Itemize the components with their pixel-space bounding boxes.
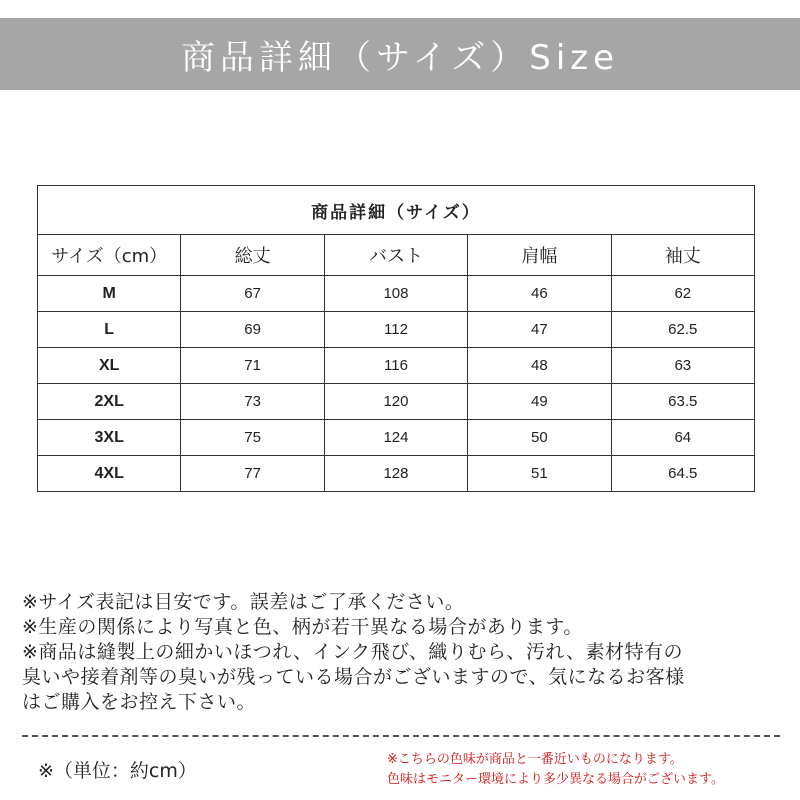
note-line: はご購入をお控え下さい。 (22, 691, 257, 713)
cell-shoulder: 51 (468, 456, 611, 492)
color-note-line: 色味はモニター環境により多少異なる場合がございます。 (387, 772, 724, 787)
dashed-divider (22, 735, 780, 737)
table-row (38, 276, 755, 312)
cell-sleeve: 64 (611, 420, 754, 456)
cell-length: 69 (181, 312, 324, 348)
cell-shoulder: 47 (468, 312, 611, 348)
cell-sleeve: 63 (611, 348, 754, 384)
table-caption-row (38, 186, 755, 235)
cell-bust: 108 (324, 276, 467, 312)
cell-length: 75 (181, 420, 324, 456)
cell-sleeve: 62 (611, 276, 754, 312)
header-shoulder: 肩幅 (468, 235, 611, 276)
note-line: ※サイズ表記は目安です。誤差はご了承ください。 (22, 591, 465, 613)
cell-bust: 116 (324, 348, 467, 384)
table-row (38, 420, 755, 456)
cell-size: 3XL (38, 420, 181, 456)
size-table (37, 185, 755, 492)
header-sleeve: 袖丈 (611, 235, 754, 276)
cell-sleeve: 62.5 (611, 312, 754, 348)
notes-block (22, 590, 792, 715)
cell-shoulder: 46 (468, 276, 611, 312)
title-banner (0, 18, 800, 90)
cell-size: L (38, 312, 181, 348)
unit-note: ※（単位：約cm） (38, 760, 197, 782)
cell-size: XL (38, 348, 181, 384)
cell-size: 4XL (38, 456, 181, 492)
color-warning-note (387, 750, 724, 790)
cell-length: 67 (181, 276, 324, 312)
cell-shoulder: 49 (468, 384, 611, 420)
banner-title: 商品詳細（サイズ）Size (180, 37, 620, 78)
cell-size: 2XL (38, 384, 181, 420)
cell-bust: 128 (324, 456, 467, 492)
table-row (38, 348, 755, 384)
cell-bust: 112 (324, 312, 467, 348)
note-line: 臭いや接着剤等の臭いが残っている場合がございますので、気になるお客様 (22, 666, 685, 688)
table-row (38, 456, 755, 492)
cell-length: 73 (181, 384, 324, 420)
table-caption: 商品詳細（サイズ） (38, 186, 755, 235)
color-note-line: ※こちらの色味が商品と一番近いものになります。 (387, 752, 683, 767)
table-header-row (38, 235, 755, 276)
table-row (38, 312, 755, 348)
cell-length: 71 (181, 348, 324, 384)
note-line: ※商品は縫製上の細かいほつれ、インク飛び、織りむら、汚れ、素材特有の (22, 641, 684, 663)
cell-shoulder: 50 (468, 420, 611, 456)
cell-sleeve: 64.5 (611, 456, 754, 492)
header-length: 総丈 (181, 235, 324, 276)
cell-sleeve: 63.5 (611, 384, 754, 420)
note-line: ※生産の関係により写真と色、柄が若干異なる場合があります。 (22, 616, 583, 638)
table-row (38, 384, 755, 420)
header-bust: バスト (324, 235, 467, 276)
cell-bust: 120 (324, 384, 467, 420)
cell-bust: 124 (324, 420, 467, 456)
cell-shoulder: 48 (468, 348, 611, 384)
header-size: サイズ（cm） (38, 235, 181, 276)
cell-length: 77 (181, 456, 324, 492)
cell-size: M (38, 276, 181, 312)
